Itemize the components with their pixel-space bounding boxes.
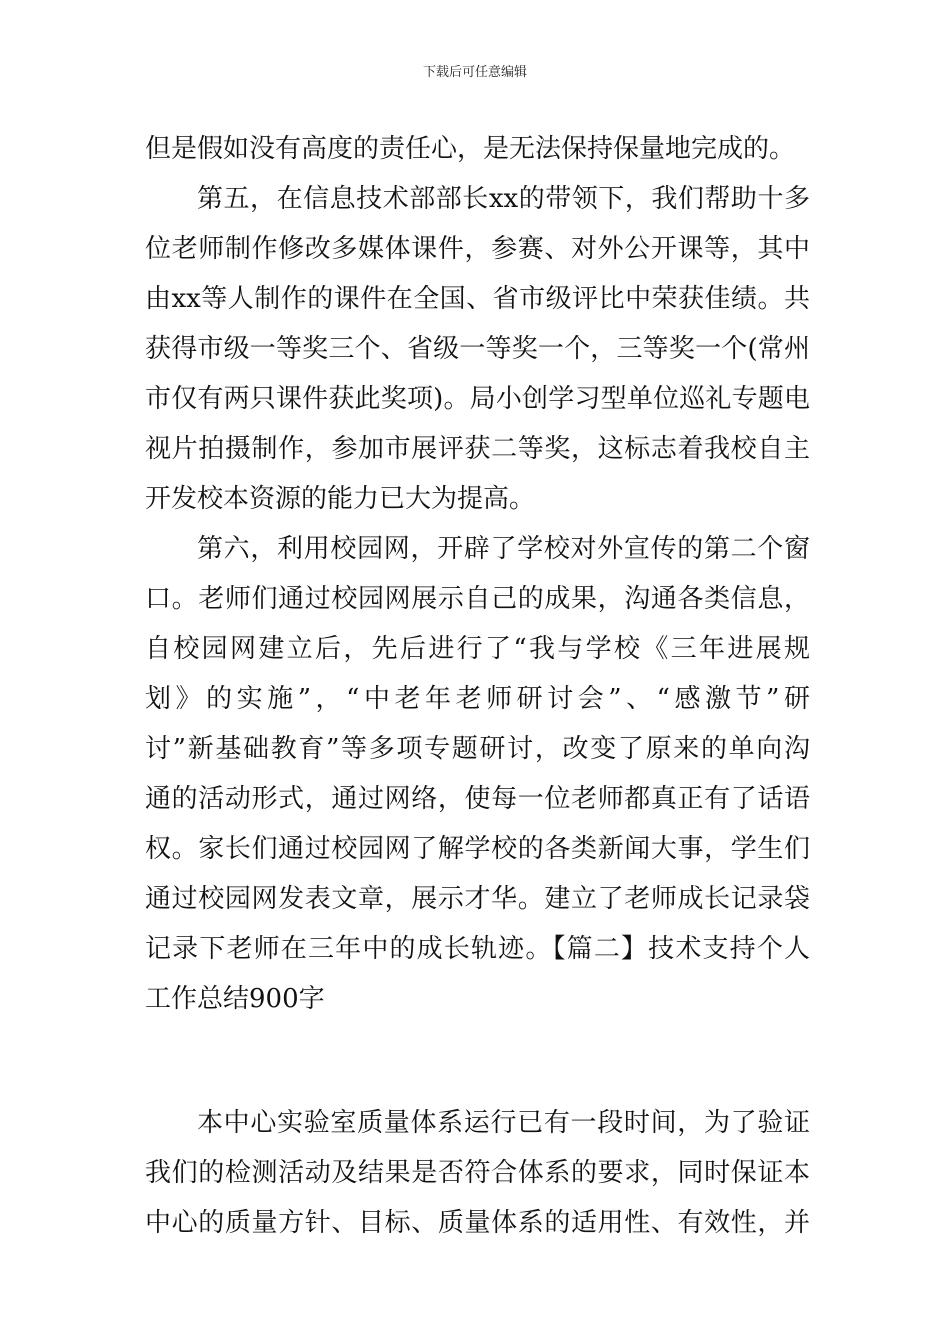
- text-line: 记录下老师在三年中的成长轨迹。【篇二】技术支持个人: [145, 934, 810, 964]
- text-line: 权。家长们通过校园网了解学校的各类新闻大事，学生们: [145, 834, 810, 864]
- text-line: 讨”新基础教育”等多项专题研讨，改变了原来的单向沟: [145, 734, 810, 764]
- text-line: 我们的检测活动及结果是否符合体系的要求，同时保证本: [145, 1158, 810, 1188]
- text-line: 市仅有两只课件获此奖项)。局小创学习型单位巡礼专题电: [145, 384, 810, 414]
- text-line: 由xx等人制作的课件在全国、省市级评比中荣获佳绩。共: [145, 284, 810, 314]
- text-line: 位老师制作修改多媒体课件，参赛、对外公开课等，其中: [145, 234, 810, 264]
- text-line: 视片拍摄制作，参加市展评获二等奖，这标志着我校自主: [145, 434, 810, 464]
- paragraph-start-line: 本中心实验室质量体系运行已有一段时间，为了验证: [197, 1108, 810, 1138]
- page-header-note: 下载后可任意编辑: [422, 65, 527, 80]
- paragraph-start-line: 第五，在信息技术部部长xx的带领下，我们帮助十多: [197, 184, 810, 214]
- text-line: 获得市级一等奖三个、省级一等奖一个，三等奖一个(常州: [145, 334, 810, 364]
- paragraph-start-line: 第六，利用校园网，开辟了学校对外宣传的第二个窗: [197, 534, 810, 564]
- text-line: 通的活动形式，通过网络，使每一位老师都真正有了话语: [145, 784, 810, 814]
- paragraph-gap: [145, 1024, 810, 1098]
- text-line: 通过校园网发表文章，展示才华。建立了老师成长记录袋: [145, 884, 810, 914]
- text-line: 划》的实施”，“中老年老师研讨会”、“感激节”研: [145, 684, 810, 714]
- text-line: 工作总结900字: [145, 984, 325, 1014]
- text-line: 自校园网建立后，先后进行了“我与学校《三年进展规: [145, 634, 810, 664]
- document-body: [145, 124, 810, 1248]
- text-line: 但是假如没有高度的责任心，是无法保持保量地完成的。: [145, 134, 796, 164]
- text-line: 中心的质量方针、目标、质量体系的适用性、有效性，并: [145, 1208, 810, 1238]
- text-line: 口。老师们通过校园网展示自己的成果，沟通各类信息，: [145, 584, 810, 614]
- text-line: 开发校本资源的能力已大为提高。: [145, 484, 536, 514]
